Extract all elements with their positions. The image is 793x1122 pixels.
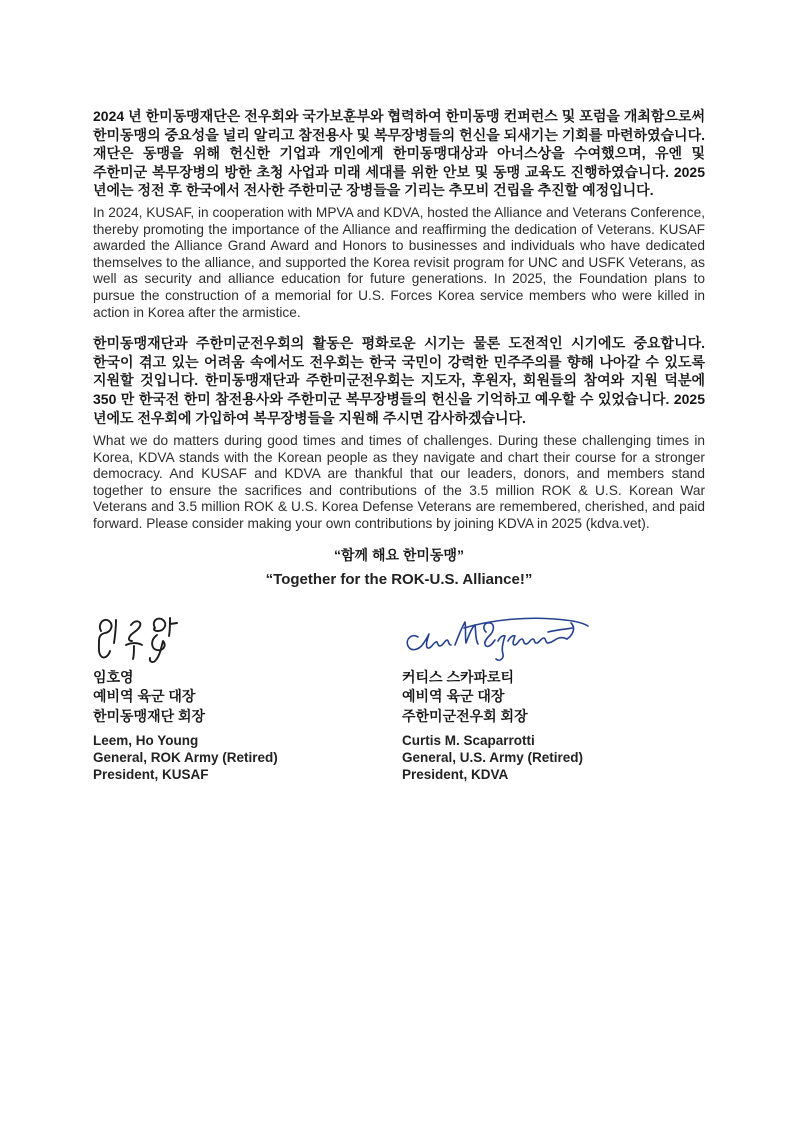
signatory-left-english <box>93 733 402 784</box>
signatory-right-english <box>402 733 705 784</box>
leem-signature-image <box>93 615 185 665</box>
english-paragraph-2: What we do matters during good times and times of challenges. During these challenging times in Korea, KDVA stands with the Korean people as they navigate and chart their course for a stronger democracy. And KUSAF and KDVA are thankful that our leaders, donors, and members stand together to ensure the sacrifices and contributions of the 3.5 million ROK & U.S. Korean War Veterans and 3.5 million ROK & U.S. Korea Defense Veterans are remembered, cherished, and paid forward. Please consider making your own contributions by joining KDVA in 2025 (kdva.vet). <box>93 433 705 532</box>
signature-block-left <box>93 615 402 784</box>
slogan-korean: “함께 해요 한미동맹” <box>334 546 464 563</box>
korean-paragraph-2: 한미동맹재단과 주한미군전우회의 활동은 평화로운 시기는 물론 도전적인 시기에도 중요합니다. 한국이 겪고 있는 어려움 속에서도 전우회는 한국 국민이 강력한 민주주의를 향해 나아갈 수 있도록 지원할 것입니다. 한미동맹재단과 주한미군전우회는 지도자, 후원자, 회원들의 참여와 지원 덕분에 350 만 한국전 한미 참전용사와 주한미군 복무장병들의 헌신을 기억하고 예우할 수 있었습니다. 2025 년에도 전우회에 가입하여 복무장병들을 지원해 주시면 감사하겠습니다. <box>93 335 705 426</box>
english-paragraph-1: In 2024, KUSAF, in cooperation with MPVA and KDVA, hosted the Alliance and Veterans Conference, thereby promoting the importance of the Alliance and reaffirming the dedication of Veterans. KUSAF awarded the Alliance Grand Award and Honors to businesses and individuals who have dedicated themselves to the alliance, and supported the Korea revisit program for UNC and USFK Veterans, as well as security and alliance education for future generations. In 2025, the Foundation plans to pursue the construction of a memorial for U.S. Forces Korea service members who were killed in action in Korea after the armistice. <box>93 204 705 320</box>
scaparrotti-signature-image <box>402 615 592 665</box>
signatory-rank-korean: 예비역 육군 대장 <box>93 688 196 705</box>
signatory-name-english: Curtis M. Scaparrotti <box>402 733 535 749</box>
slogan-english: “Together for the ROK-U.S. Alliance!” <box>265 570 533 588</box>
signatory-title-korean: 주한미군전우회 회장 <box>402 707 528 724</box>
signatory-rank-korean: 예비역 육군 대장 <box>402 688 505 705</box>
signature-row <box>93 615 705 784</box>
signatory-right-korean <box>402 668 705 727</box>
korean-paragraph-1: 2024 년 한미동맹재단은 전우회와 국가보훈부와 협력하여 한미동맹 컨퍼런스 및 포럼을 개최함으로써 한미동맹의 중요성을 널리 알리고 참전용사 및 복무장병들의 헌신을 되새기는 기회를 마련하였습니다. 재단은 동맹을 위해 헌신한 기업과 개인에게 한미동맹대상과 아너스상을 수여했으며, 유엔 및 주한미군 복무장병의 방한 초청 사업과 미래 세대를 위한 안보 및 동맹 교육도 진행하였습니다. 2025 년에는 정전 후 한국에서 전사한 주한미군 장병들을 기리는 추모비 건립을 추진할 예정입니다. <box>93 108 705 199</box>
signatory-title-english: President, KDVA <box>402 766 509 782</box>
signatory-title-english: President, KUSAF <box>93 766 209 782</box>
signature-block-right <box>402 615 705 784</box>
signatory-name-korean: 커티스 스카파로티 <box>402 668 515 685</box>
signatory-left-korean <box>93 668 402 727</box>
signatory-rank-english: General, ROK Army (Retired) <box>93 750 278 766</box>
signatory-name-english: Leem, Ho Young <box>93 733 199 749</box>
signatory-name-korean: 임호영 <box>93 668 134 685</box>
signatory-rank-english: General, U.S. Army (Retired) <box>402 750 584 766</box>
signatory-title-korean: 한미동맹재단 회장 <box>93 707 206 724</box>
slogan-block <box>93 545 705 588</box>
letter-body <box>93 107 705 784</box>
